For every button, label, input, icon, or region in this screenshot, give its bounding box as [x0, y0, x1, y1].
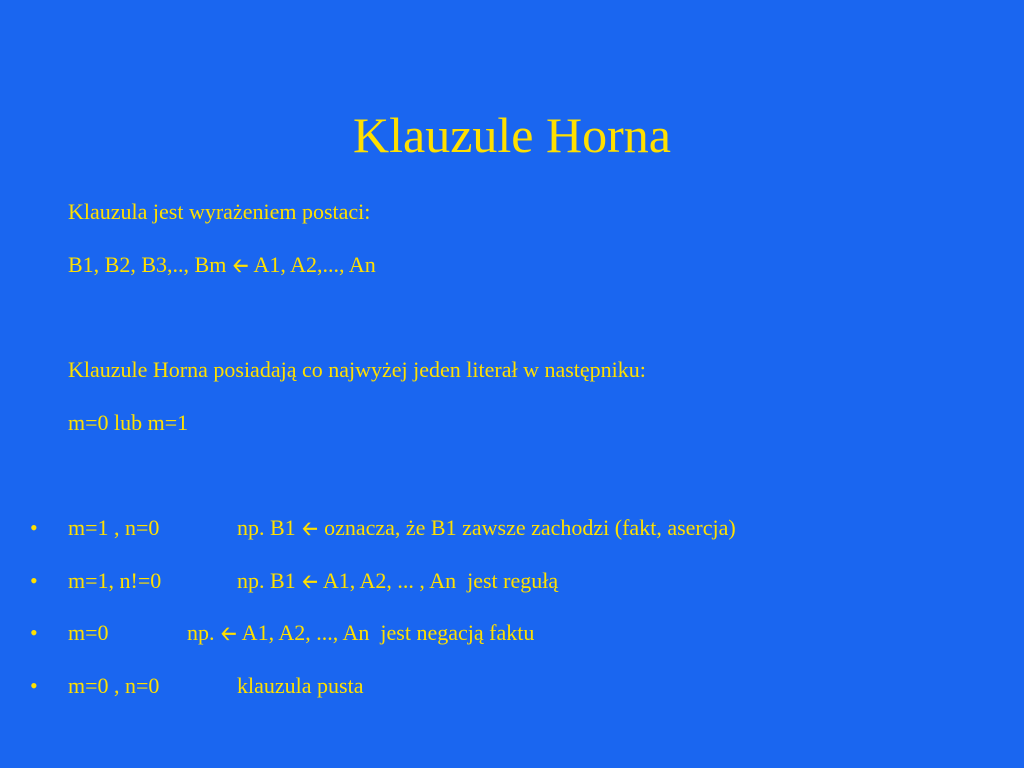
- intro-line-condition: m=0 lub m=1: [68, 410, 189, 435]
- bullet-condition: m=1, n!=0: [68, 568, 162, 593]
- bullet-icon: •: [30, 620, 38, 645]
- left-arrow-icon: 🡠: [232, 255, 249, 277]
- bullet-icon: •: [30, 515, 38, 540]
- slide-title: Klauzule Horna: [353, 107, 671, 163]
- bullet-description: [187, 619, 534, 648]
- bullet-desc-left: np.: [187, 620, 220, 645]
- intro-line-horn: Klauzule Horna posiadają co najwyżej jeden literał w następniku:: [68, 357, 646, 382]
- bullet-icon: •: [30, 673, 38, 698]
- list-item: [0, 514, 1024, 542]
- bullet-desc-left: klauzula pusta: [237, 673, 364, 698]
- intro-line-definition: Klauzula jest wyrażeniem postaci:: [68, 199, 371, 224]
- list-item: [0, 567, 1024, 595]
- bullet-desc-right: A1, A2, ... , An jest regułą: [318, 568, 559, 593]
- bullet-condition: m=0 , n=0: [68, 673, 160, 698]
- bullet-condition: m=0: [68, 620, 109, 645]
- bullet-icon: •: [30, 568, 38, 593]
- formula-right: A1, A2,..., An: [249, 252, 376, 277]
- intro-formula: [68, 251, 376, 280]
- bullet-condition: m=1 , n=0: [68, 515, 160, 540]
- bullet-desc-left: np. B1: [237, 515, 302, 540]
- bullet-desc-right: oznacza, że B1 zawsze zachodzi (fakt, asercja): [318, 515, 736, 540]
- bullet-desc-left: np. B1: [237, 568, 302, 593]
- formula-left: B1, B2, B3,.., Bm: [68, 252, 232, 277]
- left-arrow-icon: 🡠: [221, 623, 237, 645]
- left-arrow-icon: 🡠: [302, 518, 318, 540]
- bullet-description: [237, 672, 363, 700]
- bullet-description: [237, 514, 736, 543]
- bullet-description: [237, 567, 558, 596]
- list-item: [0, 619, 1024, 647]
- left-arrow-icon: 🡠: [302, 571, 318, 593]
- bullet-desc-right: A1, A2, ..., An jest negacją faktu: [237, 620, 535, 645]
- list-item: [0, 672, 1024, 700]
